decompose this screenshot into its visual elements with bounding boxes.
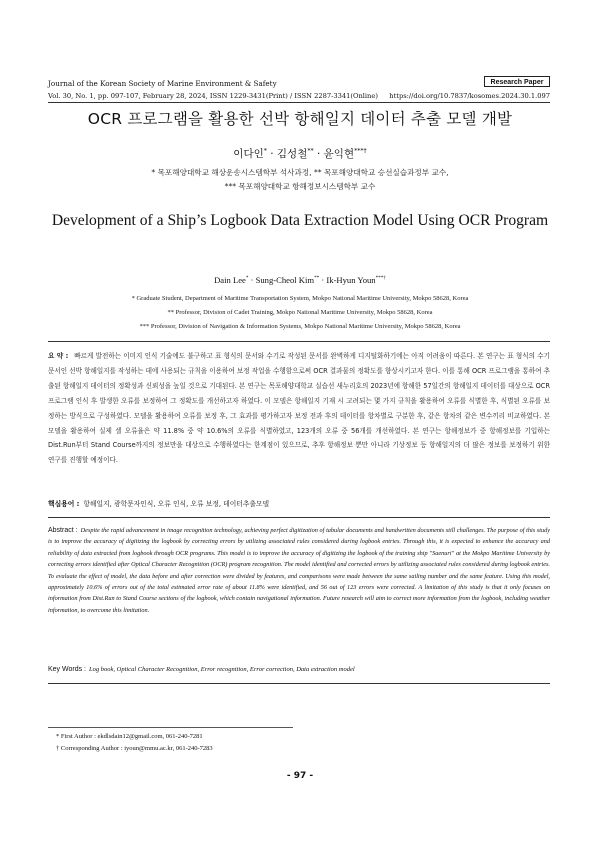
english-affiliation: *** Professor, Division of Navigation & Information Systems, Mokpo National Maritime University, Mokpo 58628, Korea	[139, 323, 461, 330]
article-type-badge: Research Paper	[484, 76, 550, 87]
keywords-divider	[48, 517, 550, 518]
korean-affiliation: * 목포해양대학교 해상운송시스템학부 석사과정, ** 목포해양대학교 승선실습과정부 교수,	[151, 168, 449, 177]
author-name: 이다인	[233, 148, 264, 160]
korean-title: OCR 프로그램을 활용한 선박 항해일지 데이터 추출 모델 개발	[87, 110, 513, 128]
english-keywords-label: Key Words :	[48, 666, 86, 673]
korean-keywords-text: 항해일지, 광학문자인식, 오류 인식, 오류 보정, 데이터추출모델	[83, 500, 270, 508]
korean-abstract	[48, 349, 550, 468]
author-name: Sung-Cheol Kim	[255, 275, 315, 285]
korean-authors	[0, 146, 600, 161]
author-mark: **	[307, 147, 314, 155]
english-affiliation: ** Professor, Division of Cadet Training, Mokpo National Maritime University, Mokpo 58628, Korea	[167, 309, 433, 316]
english-keywords-text: Log book, Optical Character Recognition, Error recognition, Error correction, Data extraction model	[89, 666, 355, 673]
author-separator: ·	[319, 275, 327, 285]
english-abstract	[48, 525, 550, 616]
author-mark: **	[314, 275, 320, 282]
author-separator: ·	[266, 148, 277, 160]
author-name: Dain Lee	[214, 275, 246, 285]
author-mark: *	[263, 147, 267, 155]
page-number: - 97 -	[286, 771, 314, 781]
english-affiliation: * Graduate Student, Department of Maritime Transportation System, Mokpo National Maritime University, Mokpo 58628, Korea	[131, 295, 469, 302]
journal-name: Journal of the Korean Society of Marine Environment & Safety	[48, 79, 277, 88]
author-mark: *	[245, 275, 249, 282]
footnote-divider	[48, 727, 293, 728]
korean-keywords-label: 핵심용어 :	[48, 500, 80, 508]
author-name: 윤익현	[323, 148, 355, 160]
author-separator: ·	[248, 275, 256, 285]
english-authors	[0, 275, 600, 285]
author-mark: ***†	[354, 147, 367, 155]
footnote-corresponding-author: † Corresponding Author : iyoun@mmu.ac.kr, 061-240-7283	[56, 745, 213, 752]
volume-line: Vol. 30, No. 1, pp. 097-107, February 28, 2024, ISSN 1229-3431(Print) / ISSN 2287-3341(Online)	[48, 92, 378, 100]
author-name: Ik-Hyun Youn	[326, 275, 376, 285]
english-keywords	[48, 666, 550, 673]
english-abstract-text: Despite the rapid advancement in image recognition technology, achieving perfect digitization of tabular documents and handwritten documents still challenges. The purpose of this study is to improve the accuracy of digitizing the logbook by correcting errors by utilizing associated rules considered during logbook entries. Through this, it is expected to enhance the accuracy and reliability of data extracted from logbook through OCR programs. This model is to improve the accuracy of digitizing the logbook of the training ship "Saenuri" at the Mokpo Maritime University by correcting errors identified after Optical Character Recognition (OCR) program recognition. The model identified and corrected errors by utilizing associated rules considered during logbook entries. To evaluate the effect of model, the data before and after correction were divided by features, and comparisons were made between the same sailing number and the same feature. Using this model, approximately 10.6% of errors out of the total estimated error rate of about 11.8% were identified, and 56 out of 123 errors were corrected. A limitation of this study is that it only focuses on information from Dist.Run to Stand Course sections of the logbook, which contain navigational information. Future research will aim to correct more information from the logbook, including weather information, to overcome this limitation.	[48, 527, 550, 614]
author-separator: ·	[313, 148, 324, 160]
section-divider	[48, 683, 550, 684]
korean-abstract-text: 빠르게 발전하는 이미지 인식 기술에도 불구하고 표 형식의 문서와 수기로 작성된 문서를 완벽하게 디지털화하기에는 아직 어려움이 따른다. 본 연구는 표 형식의 수기 문서인 선박 항해일지를 작성하는 데에 사용되는 규칙을 이용하여 보정 작업을 수행함으로써 OCR 결과물의 정확도를 향상시키고자 한다. 이를 통해 OCR 프로그램을 통하여 추출된 항해일지 데이터의 정확성과 신뢰성을 높일 것으로 기대된다. 본 연구는 목포해양대학교 실습선 새누리호의 2023년에 항해한 57일간의 항해일지 데이터를 대상으로 OCR 프로그램 인식 후 발생한 오류를 보정하여 그 정확도를 개선하고자 하였다. 이 모델은 항해일지 기재 시 고려되는 몇 가지 규칙을 활용하여 오류를 식별한 후, 식별된 오류를 보정하는 방식으로 구성하였다. 모델을 활용하여 오류를 보정 후, 그 효과를 평가하고자 보정 전과 후의 데이터를 항차별로 구분한 후, 같은 항차의 같은 변수끼리 비교하였다. 본 모델을 활용하여 실제 셀 오류율은 약 11.8% 중 약 10.6%의 오류를 식별하였고, 123개의 오류 중 56개를 개선하였다. 본 연구는 항해정보가 중 항해정보를 기입하는 Dist.Run부터 Stand Course까지의 정보만을 대상으로 수행하였다는 한계점이 있으므로, 추후 항해정보 뿐만 아니라 기상정보 등 항해일지의 더 많은 정보를 보정하기 위한 연구를 진행할 예정이다.	[48, 352, 551, 465]
korean-abstract-label: 요 약 :	[48, 352, 69, 360]
author-name: 김성철	[276, 148, 308, 160]
author-mark: ***†	[375, 275, 386, 282]
korean-affiliation: *** 목포해양대학교 항해정보시스템학부 교수	[224, 182, 376, 191]
korean-keywords	[48, 498, 550, 508]
doi-link[interactable]: https://doi.org/10.7837/kosomes.2024.30.1.097	[389, 92, 550, 100]
abstract-divider	[48, 341, 550, 342]
english-title: Development of a Ship’s Logbook Data Extraction Model Using OCR Program	[51, 212, 549, 229]
english-abstract-label: Abstract :	[48, 527, 78, 534]
header-divider	[48, 102, 550, 103]
footnote-first-author: * First Author : ekdlsdain12@gmail.com, 061-240-7281	[56, 733, 203, 740]
